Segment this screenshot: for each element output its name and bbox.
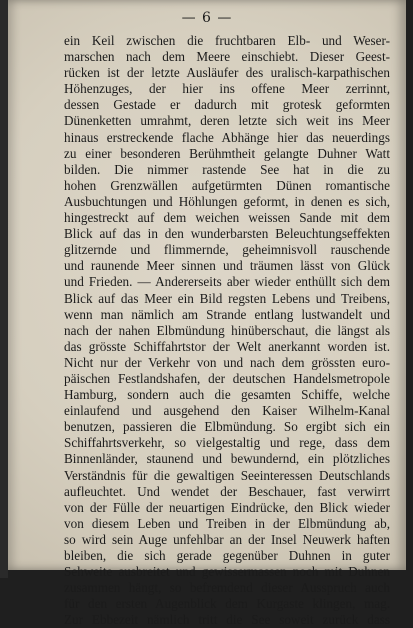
text-line: hingestreckt auf dem weichen weissen Sande mit dem [64, 210, 390, 226]
text-line: hohen Grenzwällen aufgetürmten Dünen romantische [64, 177, 390, 193]
text-line: päischen Festlandshafen, der deutschen Handelsmetropole [64, 370, 390, 386]
text-line: dessen Gestade er dadurch mit grotesk geformten [64, 97, 390, 113]
text-line: Verständnis für die gewaltigen Seeinteressen Deutschlands [64, 467, 390, 483]
text-line: einlaufend und ausgehend den Kaiser Wilhelm-Kanal [64, 403, 390, 419]
text-line: Höhenzuges, der hier ins offene Meer zerrinnt, [64, 81, 390, 97]
text-line: bleiben, die sich gerade gegenüber Duhnen in guter [64, 548, 390, 563]
text-line: rücken ist der letzte Ausläufer des uralisch-karpathischen [64, 65, 390, 81]
text-line: marschen nach dem Meere einschiebt. Dieser Geest- [64, 49, 390, 65]
spine-shadow [0, 0, 8, 578]
text-line: hinaus erstreckende flache Abhänge hier das neuerdings [64, 129, 390, 145]
text-line: glitzernde und flimmernde, geheimnisvoll rauschende [64, 242, 390, 258]
text-line: zusammen hängt, so befremdend dieser Ausspruch auch [64, 580, 390, 596]
text-line: und Frieden. — Andererseits aber wieder enthüllt sich dem [64, 274, 390, 290]
body-text [64, 33, 390, 628]
text-line: zu einer besonderen Berühmtheit gelangte Duhner Watt [64, 145, 390, 161]
text-line: Hamburg, sondern auch die gesamten Schiffe, welche [64, 387, 390, 403]
text-line: Dünenketten umrahmt, deren letzte sich weit ins Meer [64, 113, 390, 129]
text-line: das grösste Schiffahrtstor der Welt anerkannt worden ist. [64, 338, 390, 354]
book-page [8, 0, 406, 628]
text-line: Schiffahrtsverkehr, so vielgestaltig und rege, dass dem [64, 435, 390, 451]
text-line: und raunende Meer sinnen und träumen lässt von Glück [64, 258, 390, 274]
text-line: Nicht nur der Verkehr von und nach dem grössten euro- [64, 354, 390, 370]
text-line: für den ersten Augenblick dem Kurgaste klingen, mag. [64, 596, 390, 612]
text-line: Ausbuchtungen und Höhlungen geformt, in denen es sich, [64, 193, 390, 209]
text-line: benutzen, passieren die Elbmündung. So ergibt sich ein [64, 419, 390, 435]
text-line: Blick auf das Meer ein Bild regsten Lebens und Treibens, [64, 290, 390, 306]
text-line: von der Fülle der neuartigen Eindrücke, den Blick wieder [64, 499, 390, 515]
text-line: ein Keil zwischen die fruchtbaren Elb- und Weser- [64, 33, 390, 48]
text-line: wenn man nämlich am Strande entlang lustwandelt und [64, 306, 390, 322]
text-line: Zur Ebbezeit nämlich tritt die See soweit zurück dass [64, 612, 390, 628]
text-line: bilden. Die nimmer rastende See hat in die zu [64, 161, 390, 177]
text-line: Binnenländer, staunend und bewundernd, ein plötzliches [64, 451, 390, 467]
text-line: so wird sein Auge unfehlbar an der Insel Neuwerk haften [64, 531, 390, 547]
text-line: aufleuchtet. Und wendet der Beschauer, fast verwirrt [64, 483, 390, 499]
text-line: Sehweite ausbreitet und gewissermassen noch mit Duhnen [64, 564, 390, 580]
text-line: nach der nahen Elbmündung hinüberschaut, die längst als [64, 322, 390, 338]
page-number: — 6 — [181, 10, 233, 26]
text-line: von diesem Leben und Treiben in der Elbmündung ab, [64, 515, 390, 531]
text-line: Blick auf das in den wunderbarsten Beleuchtungseffekten [64, 226, 390, 242]
